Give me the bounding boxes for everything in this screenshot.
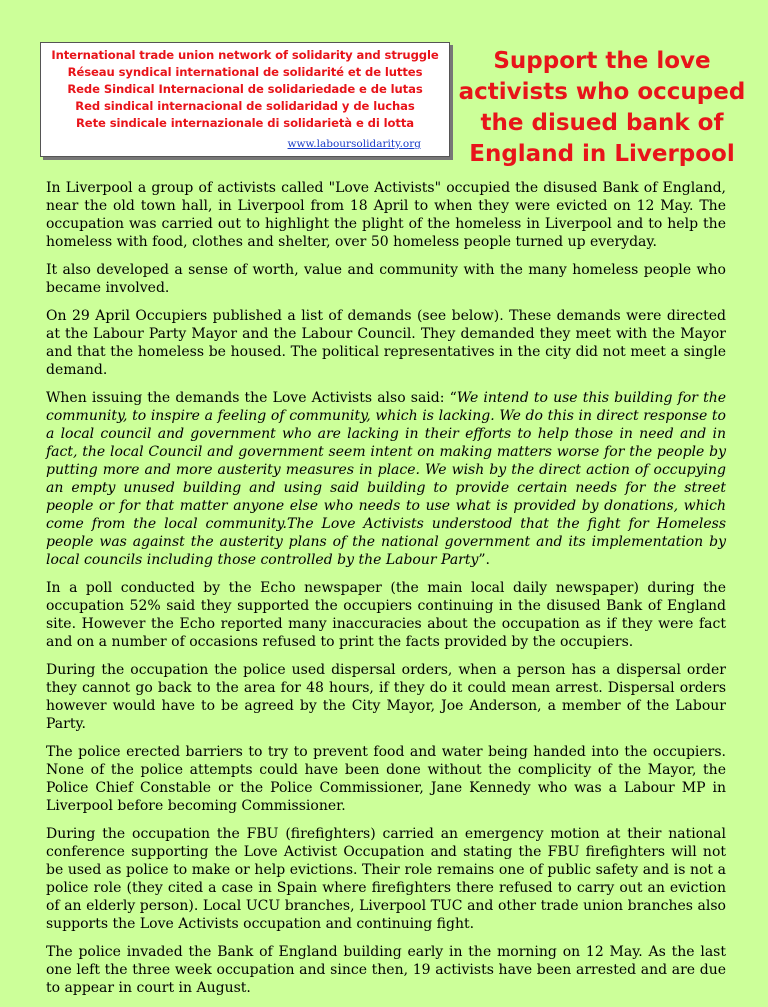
headline-line: activists who occuped (458, 79, 746, 105)
network-name-spanish: Red sindical internacional de solidaridad y de luchas (75, 99, 415, 113)
paragraph-occupation-intro: In Liverpool a group of activists called "Love Activists" occupied the disused Bank of England, near the old town hall, in Liverpool from 18 April to when they were evicted on 12 May. The occupation was carried out to highlight the plight of the homeless in Liverpool and to help the homeless with food, clothes and shelter, over 50 homeless people turned up everyday. (46, 180, 726, 250)
paragraph-fbu-support: During the occupation the FBU (firefighters) carried an emergency motion at their national conference supporting the Love Activist Occupation and stating the FBU firefighters will not be used as police to make or help evictions. Their role remains one of public safety and is not a police role (they cited a case in Spain where firefighters there refused to carry out an eviction of an elderly person). Local UCU branches, Liverpool TUC and other trade union branches also supports the Love Activists occupation and continuing fight. (46, 826, 726, 932)
statement-intro: When issuing the demands the Love Activists also said: “ (46, 390, 457, 406)
paragraph-dispersal-orders: During the occupation the police used dispersal orders, when a person has a dispersal order they cannot go back to the area for 48 hours, if they do it could mean arrest. Dispersal orders however would have to be agreed by the City Mayor, Joe Anderson, a member of the Labour Party. (46, 662, 726, 732)
network-name-italian: Rete sindicale internazionale di solidarietà e di lotta (75, 116, 415, 130)
headline-line: England in Liverpool (469, 141, 735, 167)
article-body (46, 179, 726, 1007)
headline-line: the disued bank of (480, 110, 724, 136)
headline-line: Support the love (493, 48, 711, 74)
network-name-french: Réseau syndical international de solidarité et de luttes (67, 65, 423, 79)
paragraph-demands: On 29 April Occupiers published a list of demands (see below). These demands were directed at the Labour Party Mayor and the Labour Council. They demanded they meet with the Mayor and that the homeless be housed. The political representatives in the city did not meet a single demand. (46, 308, 726, 378)
paragraph-eviction: The police invaded the Bank of England building early in the morning on 12 May. As the last one left the three week occupation and since then, 19 activists have been arrested and are due to appear in court in August. (46, 944, 726, 996)
network-name-portuguese: Rede Sindical Internacional de solidariedade e de lutas (67, 82, 423, 96)
network-header-box (40, 42, 450, 157)
statement-quote: We intend to use this building for the community, to inspire a feeling of community, which is lacking. We do this in direct response to a local council and government who are lacking in their efforts to help those in need and in fact, the local Council and government seem intent on making matters worse for the people by putting more and more austerity measures in place. We wish by the direct action of occupying an empty unused building and using said building to provide certain needs for the street people or for that matter anyone else who needs to use what is provided by donations, which come from the local community.The Love Activists understood that the fight for Homeless people was against the austerity plans of the national government and its implementation by local councils including those controlled by the Labour Party (46, 390, 726, 568)
statement-end: ”. (478, 552, 490, 568)
paragraph-activists-statement (46, 389, 726, 569)
website-link[interactable]: www.laboursolidarity.org (287, 138, 421, 150)
network-name-english: International trade union network of solidarity and struggle (51, 48, 439, 62)
paragraph-police-barriers: The police erected barriers to try to prevent food and water being handed into the occupiers. None of the police attempts could have been done without the complicity of the Mayor, the Police Chief Constable or the Police Commissioner, Jane Kennedy who was a Labour MP in Liverpool before becoming Commissioner. (46, 744, 726, 814)
paragraph-community: It also developed a sense of worth, value and community with the many homeless people who became involved. (46, 262, 726, 296)
paragraph-echo-poll: In a poll conducted by the Echo newspaper (the main local daily newspaper) during the occupation 52% said they supported the occupiers continuing in the disused Bank of England site. However the Echo reported many inaccuracies about the occupation as if they were fact and on a number of occasions refused to print the facts provided by the occupiers. (46, 580, 726, 650)
headline (452, 46, 752, 170)
